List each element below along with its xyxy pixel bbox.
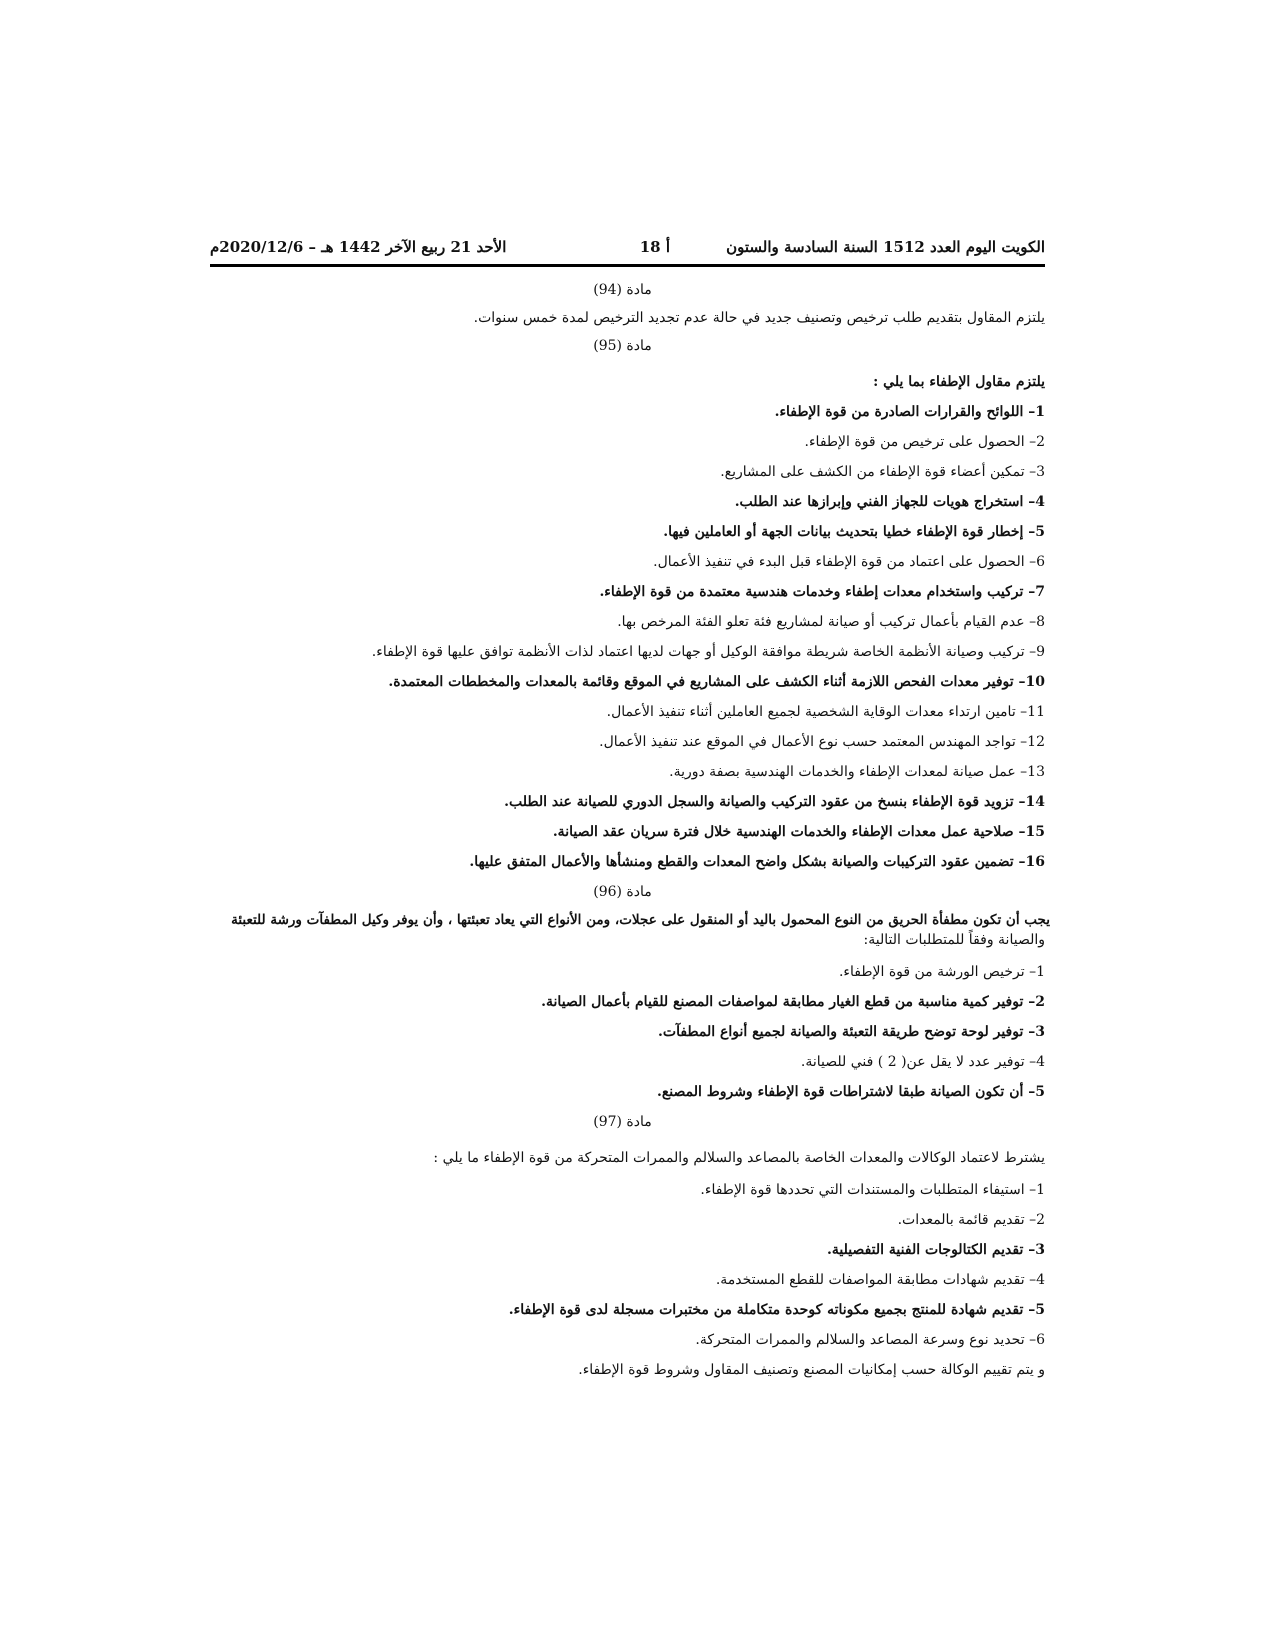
article-96-title: مادة (96) [593, 884, 652, 900]
article-97-item: 6– تحديد نوع وسرعة المصاعد والسلالم والممرات المتحركة. [695, 1332, 1045, 1348]
article-96-item: 1– ترخيص الورشة من قوة الإطفاء. [838, 964, 1045, 980]
header-issue: الكويت اليوم العدد 1512 السنة السادسة والستون [726, 238, 1045, 256]
article-96-item: 4– توفير عدد لا يقل عن( 2 ) فني للصيانة. [800, 1054, 1045, 1070]
article-96-intro-cont: والصيانة وفقاً للمتطلبات التالية: [863, 932, 1045, 948]
article-95-item: 12– تواجد المهندس المعتمد حسب نوع الأعمال في الموقع عند تنفيذ الأعمال. [599, 734, 1045, 750]
page-header [210, 234, 1045, 262]
article-95-item: 10– توفير معدات الفحص اللازمة أثناء الكشف على المشاريع في الموقع وقائمة بالمعدات والمخططات المعتمدة. [388, 674, 1045, 690]
article-95-item: 3– تمكين أعضاء قوة الإطفاء من الكشف على المشاريع. [720, 464, 1045, 480]
article-95-item: 11– تامين ارتداء معدات الوقاية الشخصية لجميع العاملين أثناء تنفيذ الأعمال. [606, 704, 1045, 720]
article-95-item: 8– عدم القيام بأعمال تركيب أو صيانة لمشاريع فئة تعلو الفئة المرخص بها. [617, 614, 1045, 630]
page-body [200, 276, 1050, 1388]
article-97-item: 1– استيفاء المتطلبات والمستندات التي تحددها قوة الإطفاء. [700, 1182, 1045, 1198]
article-94-title: مادة (94) [593, 282, 652, 298]
article-96-item: 5– أن تكون الصيانة طبقا لاشتراطات قوة الإطفاء وشروط المصنع. [656, 1084, 1045, 1100]
article-97-closing: و يتم تقييم الوكالة حسب إمكانيات المصنع وتصنيف المقاول وشروط قوة الإطفاء. [578, 1362, 1045, 1378]
article-97-item: 2– تقديم قائمة بالمعدات. [897, 1212, 1045, 1228]
article-95-item: 14– تزويد قوة الإطفاء بنسخ من عقود التركيب والصيانة والسجل الدوري للصيانة عند الطلب. [504, 794, 1045, 810]
article-95-item: 13– عمل صيانة لمعدات الإطفاء والخدمات الهندسية بصفة دورية. [669, 764, 1045, 780]
article-96-item: 3– توفير لوحة توضح طريقة التعبئة والصيانة لجميع أنواع المطفآت. [658, 1024, 1045, 1040]
article-95-title: مادة (95) [593, 338, 652, 354]
article-95-intro: يلتزم مقاول الإطفاء بما يلي : [873, 374, 1045, 390]
article-95-item: 7– تركيب واستخدام معدات إطفاء وخدمات هندسية معتمدة من قوة الإطفاء. [599, 584, 1045, 600]
article-95-item: 5– إخطار قوة الإطفاء خطيا بتحديث بيانات الجهة أو العاملين فيها. [663, 524, 1045, 540]
article-97-intro: يشترط لاعتماد الوكالات والمعدات الخاصة بالمصاعد والسلالم والممرات المتحركة من قوة الإطفاء ما يلي : [433, 1150, 1045, 1166]
article-97-title: مادة (97) [593, 1114, 652, 1130]
header-date: الأحد 21 ربيع الآخر 1442 هـ – 2020/12/6م [210, 238, 507, 256]
article-95-item: 4– استخراج هويات للجهاز الفني وإبرازها عند الطلب. [734, 494, 1045, 510]
article-97-item: 3– تقديم الكتالوجات الفنية التفصيلية. [826, 1242, 1045, 1258]
article-95-item: 6– الحصول على اعتماد من قوة الإطفاء قبل البدء في تنفيذ الأعمال. [653, 554, 1045, 570]
article-94-text: يلتزم المقاول بتقديم طلب ترخيص وتصنيف جديد في حالة عدم تجديد الترخيص لمدة خمس سنوات. [473, 310, 1045, 326]
article-97-item: 4– تقديم شهادات مطابقة المواصفات للقطع المستخدمة. [715, 1272, 1045, 1288]
article-97-item: 5– تقديم شهادة للمنتج بجميع مكوناته كوحدة متكاملة من مختبرات مسجلة لدى قوة الإطفاء. [508, 1302, 1045, 1318]
article-95-item: 15– صلاحية عمل معدات الإطفاء والخدمات الهندسية خلال فترة سريان عقد الصيانة. [552, 824, 1045, 840]
article-95-item: 1– اللوائح والقرارات الصادرة من قوة الإطفاء. [774, 404, 1045, 420]
header-rule [210, 264, 1045, 267]
article-96-intro: يجب أن تكون مطفأة الحريق من النوع المحمول باليد أو المنقول على عجلات، ومن الأنواع التي يعاد تعبئتها ، وأن يوفر وكيل المطفآت ورشة للتعبئة [231, 912, 1050, 928]
article-95-item: 16– تضمين عقود التركيبات والصيانة بشكل واضح المعدات والقطع ومنشأها والأعمال المتفق عليها. [469, 854, 1045, 870]
article-95-item: 2– الحصول على ترخيص من قوة الإطفاء. [804, 434, 1045, 450]
header-page-number: أ 18 [639, 238, 670, 256]
article-95-item: 9– تركيب وصيانة الأنظمة الخاصة شريطة موافقة الوكيل أو جهات لديها اعتماد لذات الأنظمة توافق عليها قوة الإطفاء. [371, 644, 1045, 660]
article-96-item: 2– توفير كمية مناسبة من قطع الغيار مطابقة لمواصفات المصنع للقيام بأعمال الصيانة. [541, 994, 1045, 1010]
